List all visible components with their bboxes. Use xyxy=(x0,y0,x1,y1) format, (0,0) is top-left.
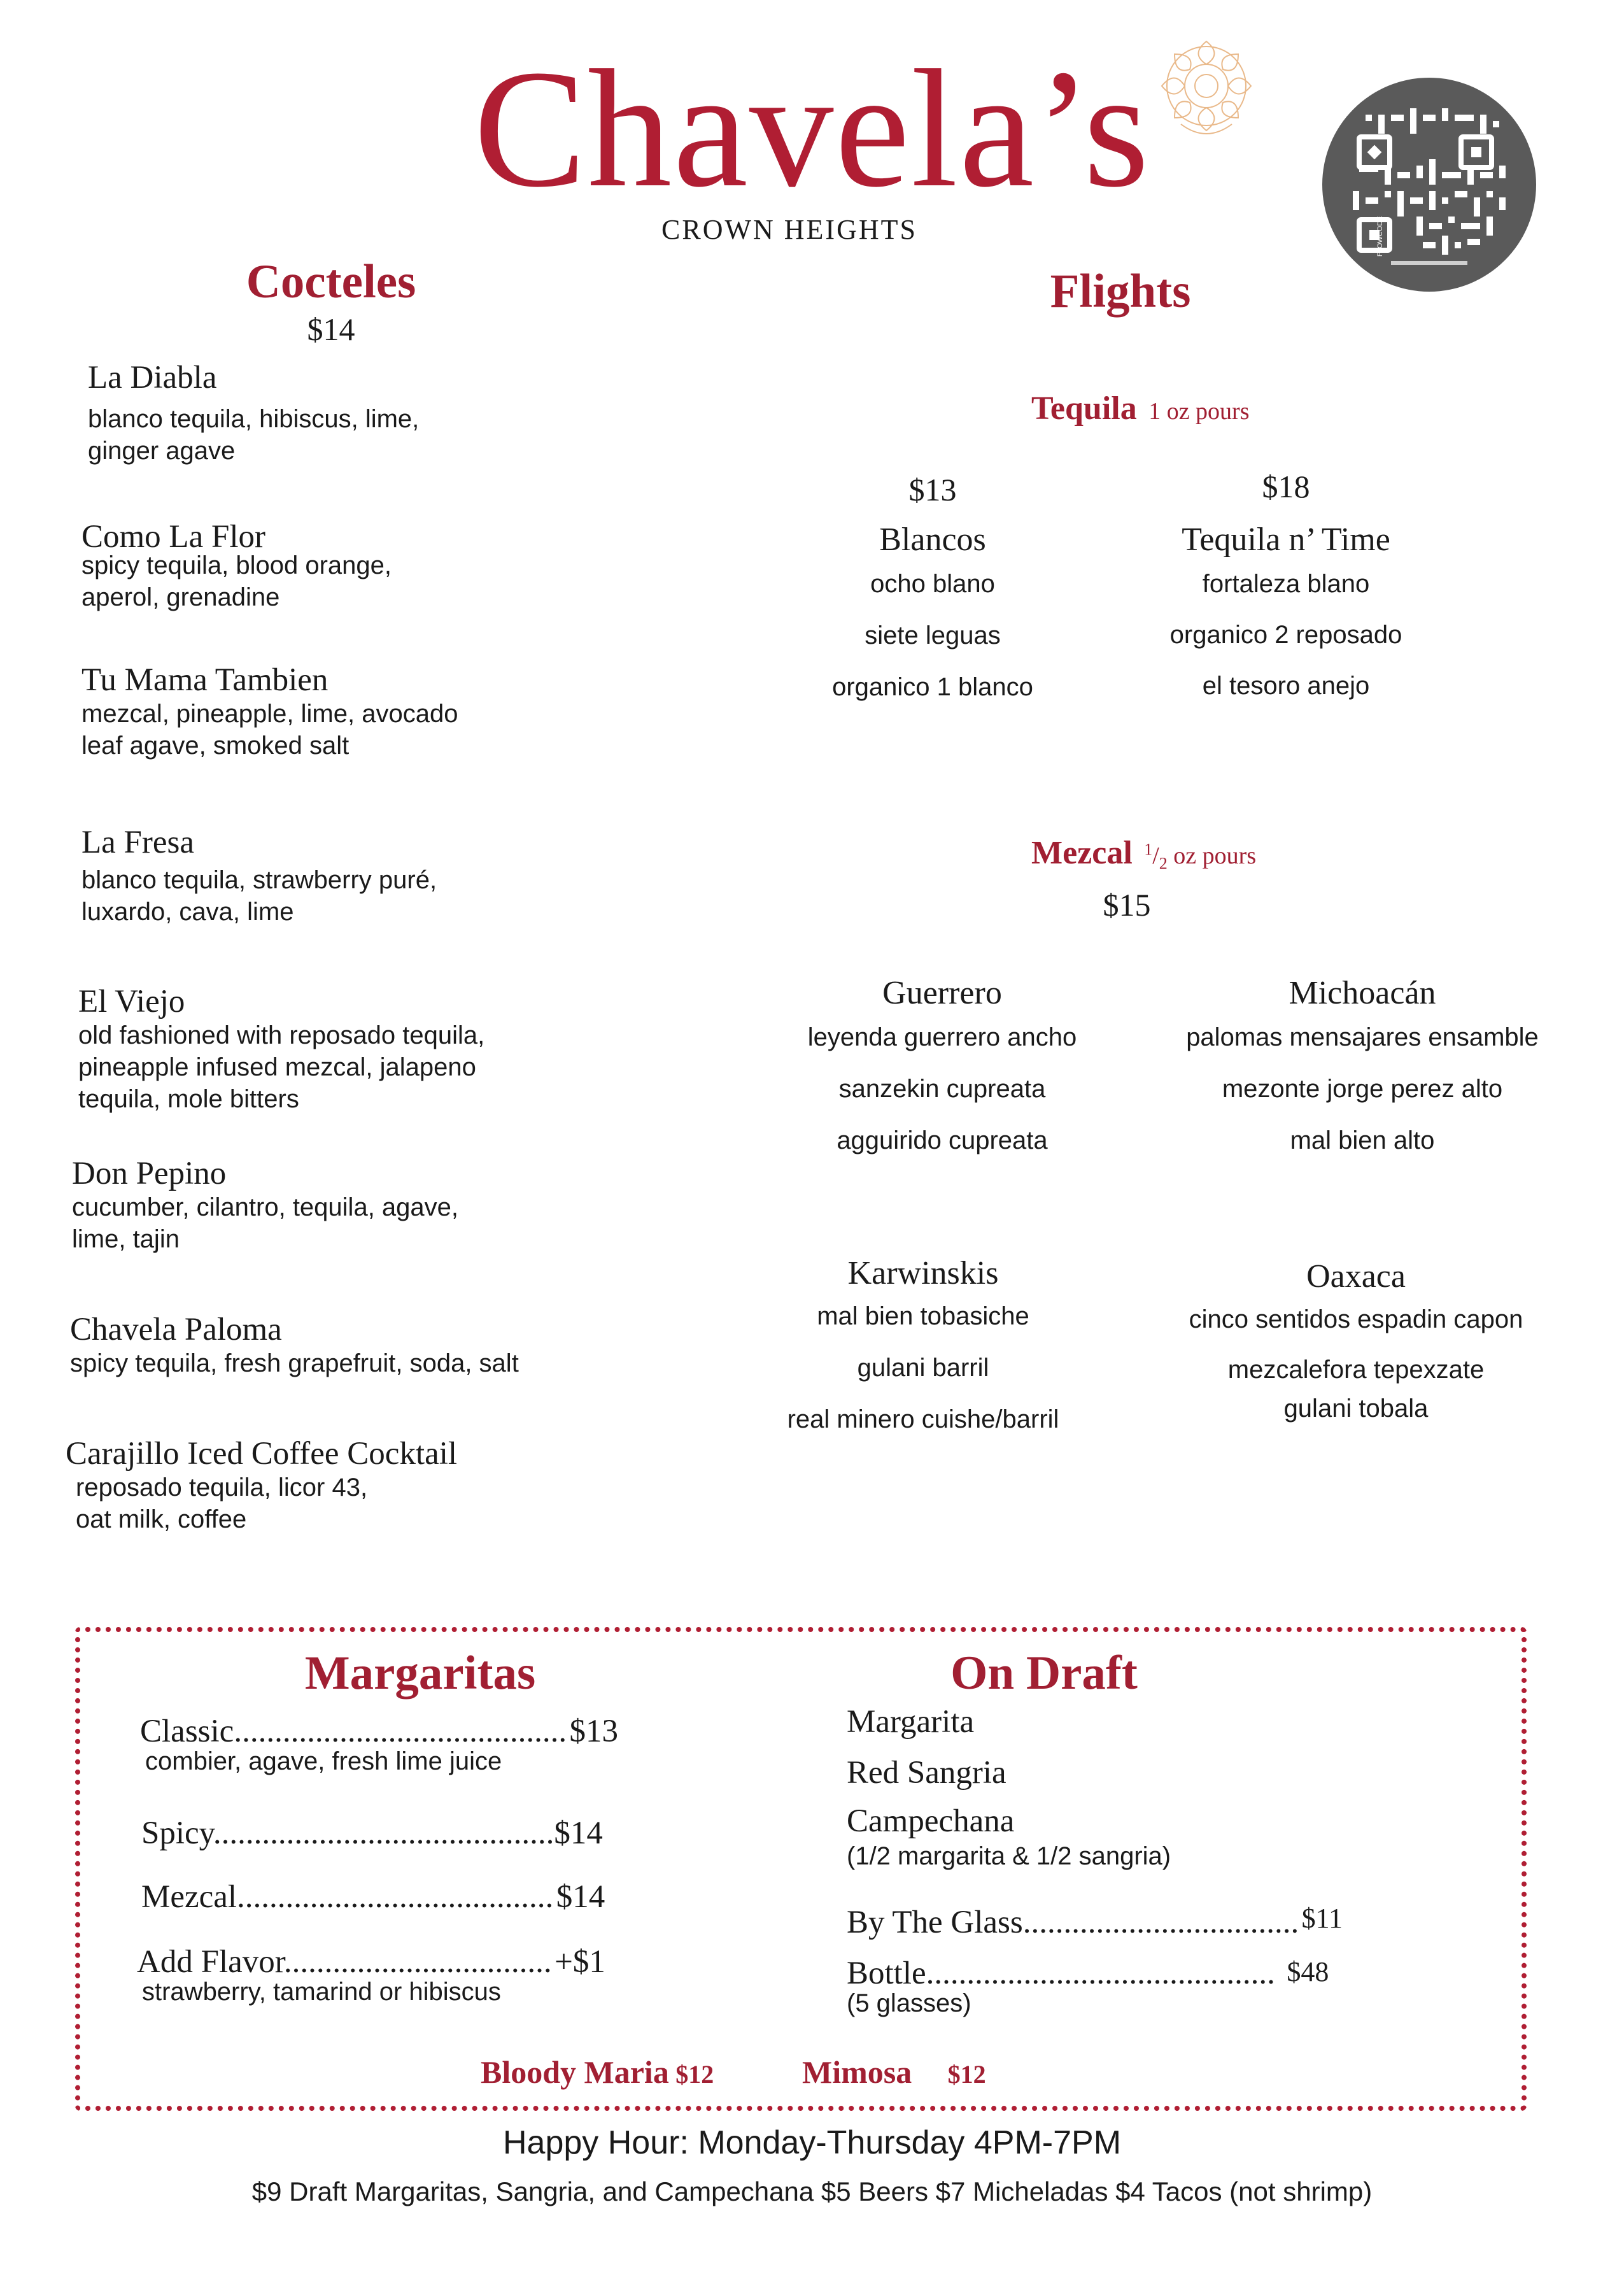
mezcal-pours-text: oz pours xyxy=(1167,842,1257,869)
cocktail-name: El Viejo xyxy=(78,984,185,1019)
extra-bloody-maria xyxy=(481,2054,714,2091)
flight-name: Blancos xyxy=(879,522,986,558)
flight-name: Oaxaca xyxy=(1306,1258,1406,1295)
cocktail-desc: cucumber, cilantro, tequila, agave, lime, tajin xyxy=(72,1193,459,1254)
draft-item: Red Sangria xyxy=(847,1755,1006,1791)
mezcal-label: Mezcal xyxy=(1031,835,1133,871)
extra-price: $12 xyxy=(947,2060,986,2089)
cocteles-price: $14 xyxy=(307,311,355,347)
brand-title: Chavela’s xyxy=(474,36,1150,222)
flight-item: mezcalefora tepexzate xyxy=(1227,1356,1485,1384)
draft-item: Margarita xyxy=(847,1704,975,1740)
bottle-price: $48 xyxy=(1287,1956,1329,1987)
margarita-label: Add Flavor................................. xyxy=(137,1944,552,1980)
margarita-item xyxy=(140,1713,618,1776)
mezcal-subheading xyxy=(1031,834,1256,874)
margaritas-heading: Margaritas xyxy=(304,1647,536,1700)
cocktail-item xyxy=(66,1436,457,1535)
margarita-price: $13 xyxy=(569,1714,619,1749)
cocktail-item xyxy=(88,360,419,467)
cocktail-name: Tu Mama Tambien xyxy=(81,662,328,698)
cocktail-desc: old fashioned with reposado tequila, pineapple infused mezcal, jalapeno tequila, mole bitters xyxy=(78,1021,485,1114)
flight-item: mezonte jorge perez alto xyxy=(1222,1075,1503,1103)
mezcal-price: $15 xyxy=(1103,887,1151,923)
mezcal-pours: $^1/_2$ oz pours xyxy=(1144,840,1257,873)
happy-hour-details: $9 Draft Margaritas, Sangria, and Campechana $5 Beers $7 Micheladas $4 Tacos (not shrimp) xyxy=(251,2176,1373,2206)
flight-item: ocho blano xyxy=(870,570,995,598)
cocteles-heading: Cocteles xyxy=(246,255,416,308)
cocktail-name: Carajillo Iced Coffee Cocktail xyxy=(66,1436,458,1472)
bottle-note: (5 glasses) xyxy=(847,1989,971,2017)
margarita-price: +$1 xyxy=(554,1944,605,1980)
flight-michoacan xyxy=(1146,974,1579,1155)
tequila-label: Tequila xyxy=(1031,390,1137,427)
margarita-label: Spicy.......................................... xyxy=(141,1815,554,1851)
flight-item: sanzekin cupreata xyxy=(838,1075,1046,1103)
bottle xyxy=(847,1955,1329,2018)
margarita-price: $14 xyxy=(556,1879,605,1915)
flight-item: organico 1 blanco xyxy=(832,673,1033,701)
flight-price: $13 xyxy=(908,472,957,508)
cocktail-item xyxy=(81,825,437,928)
tequila-subheading xyxy=(1031,390,1250,427)
cocktail-name: La Diabla xyxy=(88,360,217,395)
on-draft-list xyxy=(847,1703,1171,1871)
flight-karwinskis xyxy=(745,1254,1101,1434)
flights-heading: Flights xyxy=(1050,265,1191,318)
margarita-label: Mezcal....................................... xyxy=(141,1879,554,1915)
flight-item: el tesoro anejo xyxy=(1202,672,1370,700)
cocktail-item xyxy=(72,1156,458,1255)
margarita-item xyxy=(137,1943,605,2006)
margarita-note: strawberry, tamarind or hibiscus xyxy=(142,1978,501,2006)
qr-caption: FLOWCODE xyxy=(1376,216,1384,257)
flight-item: real minero cuishe/barril xyxy=(787,1405,1059,1433)
tequila-pours: 1 oz pours xyxy=(1148,398,1250,425)
flight-item: organico 2 reposado xyxy=(1169,621,1402,649)
on-draft-heading: On Draft xyxy=(950,1647,1138,1700)
flight-item: mal bien tobasiche xyxy=(817,1302,1029,1330)
by-glass-price: $11 xyxy=(1301,1903,1343,1934)
margarita-price: $14 xyxy=(554,1815,603,1851)
cocktail-desc: mezcal, pineapple, lime, avocado leaf agave, smoked salt xyxy=(81,700,458,760)
flight-oaxaca xyxy=(1146,1258,1566,1423)
flight-item: agguirido cupreata xyxy=(837,1126,1048,1154)
flight-item: leyenda guerrero ancho xyxy=(807,1023,1077,1051)
margarita-item xyxy=(141,1815,603,1852)
cocktail-desc: spicy tequila, fresh grapefruit, soda, salt xyxy=(70,1349,519,1378)
cocktail-name: Don Pepino xyxy=(72,1156,227,1191)
flight-tequila-n-time xyxy=(1133,468,1439,700)
bottle-label: Bottle........................................... xyxy=(847,1956,1275,1991)
happy-hour-title: Happy Hour: Monday-Thursday 4PM-7PM xyxy=(502,2124,1122,2161)
cocktail-item xyxy=(78,984,484,1115)
mezcal-pours-numerator: 1 xyxy=(1144,840,1153,859)
cocktail-desc: spicy tequila, blood orange, aperol, grenadine xyxy=(81,551,392,612)
margarita-note: combier, agave, fresh lime juice xyxy=(145,1747,502,1775)
by-glass-label: By The Glass.................................. xyxy=(847,1905,1299,1940)
cocktail-desc: reposado tequila, licor 43, oat milk, coffee xyxy=(76,1473,368,1534)
cocktail-desc: blanco tequila, strawberry puré, luxardo, cava, lime xyxy=(81,866,437,926)
flight-name: Michoacán xyxy=(1289,975,1436,1011)
cocktail-desc: blanco tequila, hibiscus, lime, ginger agave xyxy=(88,405,420,465)
by-the-glass xyxy=(847,1904,1343,1941)
flight-blancos xyxy=(783,471,1082,702)
flight-name: Tequila n’ Time xyxy=(1182,522,1390,558)
extra-label: Mimosa xyxy=(802,2054,912,2090)
extra-price: $12 xyxy=(675,2060,714,2089)
flight-item: palomas mensajares ensamble xyxy=(1186,1023,1539,1051)
margarita-item xyxy=(141,1878,605,1915)
flight-item: cinco sentidos espadin capon xyxy=(1189,1305,1523,1333)
flight-price: $18 xyxy=(1262,469,1310,504)
cocktail-name: La Fresa xyxy=(81,825,195,860)
cocktail-name: Como La Flor xyxy=(81,519,265,555)
drinks-box xyxy=(75,1627,1527,2111)
cocktail-item xyxy=(81,662,458,762)
extra-label: Bloody Maria xyxy=(481,2054,669,2090)
brand-subtitle: CROWN HEIGHTS xyxy=(661,214,917,245)
flower-icon xyxy=(1143,22,1270,150)
mezcal-pours-denominator: 2 xyxy=(1159,854,1168,873)
cocktail-item xyxy=(81,519,392,613)
cocktail-item xyxy=(70,1312,519,1379)
flight-item: gulani barril xyxy=(857,1354,989,1382)
draft-item: Campechana xyxy=(847,1803,1015,1839)
extra-mimosa xyxy=(802,2054,986,2091)
campechana-note: (1/2 margarita & 1/2 sangria) xyxy=(847,1842,1171,1870)
flight-name: Guerrero xyxy=(882,975,1002,1011)
flight-item: gulani tobala xyxy=(1283,1395,1429,1423)
flight-item: fortaleza blano xyxy=(1202,570,1370,598)
margarita-label: Classic......................................... xyxy=(140,1714,567,1749)
flight-item: siete leguas xyxy=(865,621,1001,650)
flight-item: mal bien alto xyxy=(1290,1126,1435,1154)
cocktail-name: Chavela Paloma xyxy=(70,1312,282,1347)
flight-guerrero xyxy=(764,974,1120,1155)
qr-code-icon[interactable] xyxy=(1321,76,1537,293)
flight-name: Karwinskis xyxy=(847,1255,999,1291)
